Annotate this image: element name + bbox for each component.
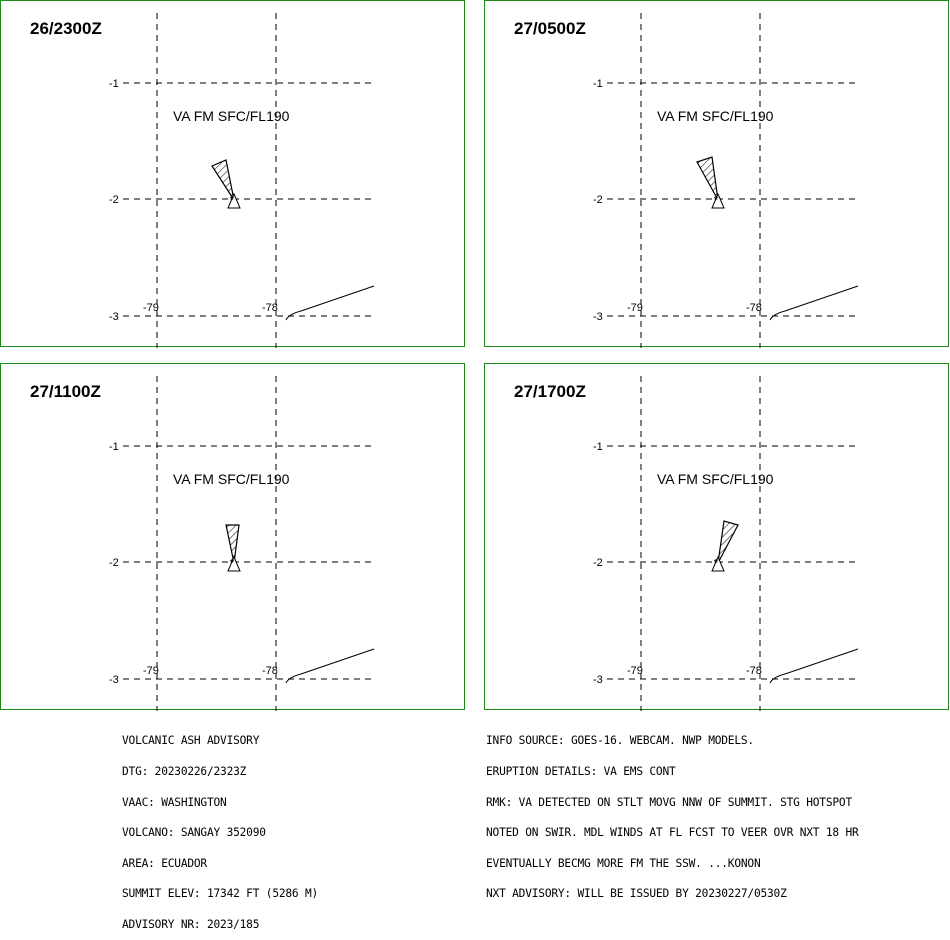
panel-time: 26/2300Z [30, 19, 102, 38]
ash-plume-shape [212, 160, 234, 200]
coastline [286, 649, 374, 683]
forecast-panel-3 [0, 363, 465, 710]
volcano-mark: * [230, 558, 234, 569]
advisory-line: NOTED ON SWIR. MDL WINDS AT FL FCST TO VEER OVR NXT 18 HR [486, 826, 859, 840]
latitude-label: -3 [109, 674, 119, 686]
longitude-label: -79 [627, 302, 643, 314]
forecast-panel-2 [484, 0, 949, 347]
forecast-panel-1 [0, 0, 465, 347]
coastline-path [286, 649, 374, 683]
graticule [123, 376, 376, 711]
volcano-icon [228, 557, 240, 571]
graticule [123, 13, 376, 348]
advisory-line: DTG: 20230226/2323Z [122, 765, 247, 779]
latitude-label: -2 [593, 557, 603, 569]
panel-ash-label: VA FM SFC/FL190 [173, 471, 290, 487]
forecast-panel-4 [484, 363, 949, 710]
coastline-path [770, 649, 858, 683]
advisory-line: VAAC: WASHINGTON [122, 795, 227, 809]
volcano-mark: * [714, 558, 718, 569]
advisory-line: ADVISORY NR: 2023/185 [122, 918, 260, 932]
longitude-label: -78 [746, 302, 762, 314]
advisory-line: VOLCANO: SANGAY 352090 [122, 826, 266, 840]
volcano-icon [228, 194, 240, 208]
ash-plume-shape [697, 157, 718, 200]
advisory-line: RMK: VA DETECTED ON STLT MOVG NNW OF SUMMIT. STG HOTSPOT [486, 795, 852, 809]
latitude-label: -1 [593, 441, 603, 453]
panel-time: 27/1100Z [30, 382, 101, 401]
longitude-label: -78 [746, 665, 762, 677]
graticule [607, 376, 860, 711]
coastline [770, 649, 858, 683]
latitude-label: -1 [593, 78, 603, 90]
map-graphic [485, 364, 950, 711]
panel-time: 27/1700Z [514, 382, 586, 401]
advisory-text-right [486, 716, 859, 910]
advisory-line: INFO SOURCE: GOES-16. WEBCAM. NWP MODELS. [486, 734, 754, 748]
advisory-line: VOLCANIC ASH ADVISORY [122, 734, 260, 748]
volcano-icon [712, 557, 724, 571]
map-graphic [1, 1, 466, 348]
volcano-icon [712, 194, 724, 208]
longitude-label: -79 [143, 665, 159, 677]
advisory-text-left [122, 716, 318, 940]
latitude-label: -1 [109, 441, 119, 453]
ash-plume-polygon [697, 157, 718, 200]
coastline [286, 286, 374, 320]
coastline-path [770, 286, 858, 320]
longitude-label: -79 [143, 302, 159, 314]
longitude-label: -78 [262, 302, 278, 314]
panel-ash-label: VA FM SFC/FL190 [173, 108, 290, 124]
advisory-line: AREA: ECUADOR [122, 856, 207, 870]
coastline-path [286, 286, 374, 320]
latitude-label: -3 [109, 311, 119, 323]
latitude-label: -2 [593, 194, 603, 206]
volcano-mark: * [230, 195, 234, 206]
panel-ash-label: VA FM SFC/FL190 [657, 108, 774, 124]
advisory-line: ERUPTION DETAILS: VA EMS CONT [486, 765, 676, 779]
graticule [607, 13, 860, 348]
advisory-line: EVENTUALLY BECMG MORE FM THE SSW. ...KONON [486, 856, 761, 870]
longitude-label: -78 [262, 665, 278, 677]
coastline [770, 286, 858, 320]
map-graphic [485, 1, 950, 348]
latitude-label: -2 [109, 557, 119, 569]
advisory-line: NXT ADVISORY: WILL BE ISSUED BY 20230227/0530Z [486, 887, 787, 901]
ash-plume-polygon [212, 160, 234, 200]
ash-plume-shape [718, 521, 738, 563]
latitude-label: -3 [593, 311, 603, 323]
latitude-label: -1 [109, 78, 119, 90]
ash-plume-polygon [718, 521, 738, 563]
map-graphic [1, 364, 466, 711]
panel-time: 27/0500Z [514, 19, 586, 38]
advisory-line: SUMMIT ELEV: 17342 FT (5286 M) [122, 887, 319, 901]
volcano-mark: * [714, 195, 718, 206]
panel-ash-label: VA FM SFC/FL190 [657, 471, 774, 487]
latitude-label: -2 [109, 194, 119, 206]
latitude-label: -3 [593, 674, 603, 686]
longitude-label: -79 [627, 665, 643, 677]
